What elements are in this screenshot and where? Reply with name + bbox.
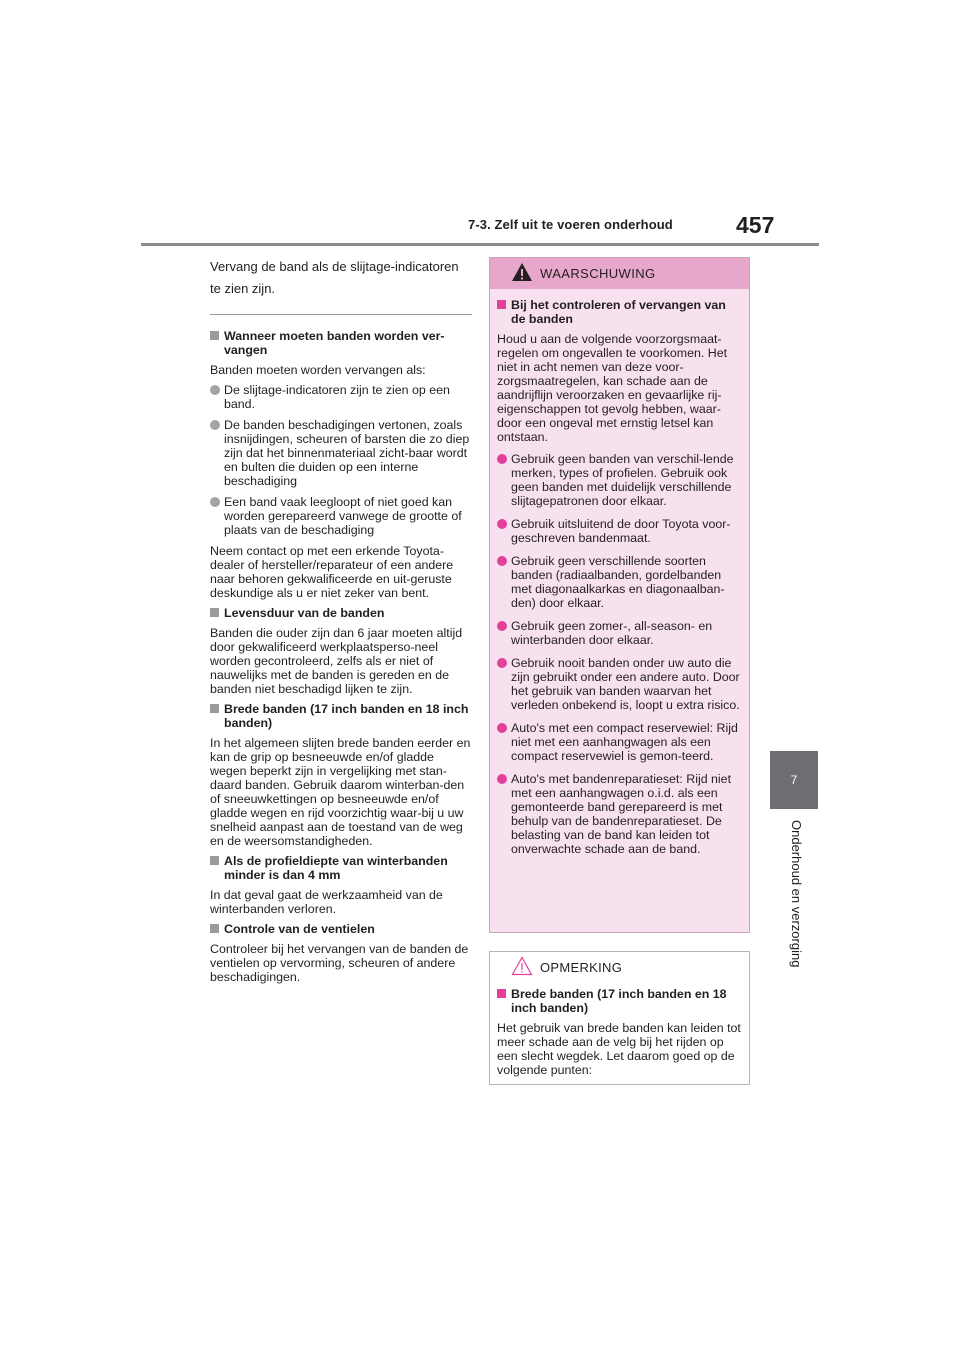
section-heading: Wanneer moeten banden worden ver-vangen — [210, 329, 472, 357]
square-bullet-icon — [210, 856, 219, 865]
paragraph: Banden moeten worden vervangen als: — [210, 363, 426, 377]
warning-box — [489, 257, 750, 933]
warning-header — [490, 258, 749, 289]
square-bullet-icon — [497, 300, 506, 309]
paragraph: In dat geval gaat de werkzaamheid van de winterbanden verloren. — [210, 888, 443, 916]
note-heading: OPMERKING — [540, 960, 623, 975]
list-item: De slijtage-indicatoren zijn te zien op een band. — [210, 383, 472, 411]
warning-body — [490, 289, 749, 856]
square-bullet-icon — [210, 704, 219, 713]
page-number: 457 — [736, 212, 775, 238]
list-item: Gebruik geen verschillende soorten banden (radiaalbanden, gordelbanden met diagonaalkarkas en diagonaalban-den) door elkaar. — [497, 554, 741, 610]
paragraph: Het gebruik van brede banden kan leiden tot meer schade aan de velg bij het rijden op een slecht wegdek. Let daarom goed op de volgende punten: — [497, 1021, 741, 1077]
list-item: Auto's met een compact reservewiel: Rijd niet met een aanhangwagen als een compact reservewiel is gemon-teerd. — [497, 721, 741, 763]
warning-heading: WAARSCHUWING — [540, 266, 656, 281]
circle-bullet-icon — [497, 774, 507, 784]
list-item: Gebruik geen banden van verschil-lende merken, types of profielen. Gebruik ook geen banden met duidelijk verschillende slijtagepatronen door elkaar. — [497, 452, 741, 508]
caution-triangle-icon — [511, 956, 533, 976]
square-bullet-icon — [210, 924, 219, 933]
chapter-tab: 7 — [770, 751, 818, 809]
list-item: Gebruik nooit banden onder uw auto die zijn gebruikt onder een andere auto. Door het gebruik van banden waarvan het verleden onbekend is, loopt u extra risico. — [497, 656, 741, 712]
header-rule — [141, 243, 819, 246]
chapter-title: Onderhoud en verzorging — [789, 820, 804, 968]
circle-bullet-icon — [210, 497, 220, 507]
section-heading: Brede banden (17 inch banden en 18 inch banden) — [210, 702, 472, 730]
list-item: Auto's met bandenreparatieset: Rijd niet met een aanhangwagen o.i.d. als een gemonteerde band gerepareerd is met behulp van de bandenreparatieset. De belasting van de band kan leiden tot onverwachte schade aan de band. — [497, 772, 741, 856]
note-body — [490, 983, 749, 1077]
circle-bullet-icon — [497, 658, 507, 668]
chapter-title-vertical — [786, 820, 806, 980]
circle-bullet-icon — [210, 420, 220, 430]
circle-bullet-icon — [210, 385, 220, 395]
paragraph: Controleer bij het vervangen van de banden de ventielen op vervorming, scheuren of andere beschadigingen. — [210, 942, 469, 984]
paragraph: In het algemeen slijten brede banden eerder en kan de grip op besneeuwde en/of gladde wegen beperkt zijn in vergelijking met stan-daard banden. Gebruik daarom winterban-den of sneeuwkettingen op besneeuwde en/of gladde wegen en rijd voorzichtig waar-bij u uw snelheid aanpast aan de toestand van de weg en de weersomstandigheden. — [210, 736, 471, 848]
section-heading: Levensduur van de banden — [210, 606, 472, 620]
list-item: Een band vaak leegloopt of niet goed kan worden gerepareerd vanwege de grootte of plaats van de beschadiging — [210, 495, 472, 537]
circle-bullet-icon — [497, 723, 507, 733]
section-title: 7-3. Zelf uit te voeren onderhoud — [468, 217, 673, 232]
circle-bullet-icon — [497, 519, 507, 529]
section-heading: Controle van de ventielen — [210, 922, 472, 936]
square-bullet-icon — [210, 331, 219, 340]
square-bullet-icon — [210, 608, 219, 617]
list-item: De banden beschadigingen vertonen, zoals insnijdingen, scheuren of barsten die zo diep zijn dat het binnenmateriaal zicht-baar wordt en bulten die duiden op een interne beschadiging — [210, 418, 472, 488]
circle-bullet-icon — [497, 621, 507, 631]
note-box — [489, 951, 750, 1085]
circle-bullet-icon — [497, 454, 507, 464]
square-bullet-icon — [497, 989, 506, 998]
intro-line-1: Vervang de band als de slijtage-indicatoren — [210, 259, 459, 274]
note-title: Brede banden (17 inch banden en 18 inch banden) — [497, 987, 741, 1015]
warning-title: Bij het controleren of vervangen van de banden — [497, 298, 741, 326]
paragraph: Neem contact op met een erkende Toyota-dealer of hersteller/reparateur of een andere naar behoren gekwalificeerde en uit-geruste deskundige als u er niet zeker van bent. — [210, 544, 454, 600]
section-heading: Als de profieldiepte van winterbanden minder is dan 4 mm — [210, 854, 472, 882]
divider — [210, 314, 472, 315]
circle-bullet-icon — [497, 556, 507, 566]
note-header — [490, 952, 749, 983]
list-item: Gebruik geen zomer-, all-season- en winterbanden door elkaar. — [497, 619, 741, 647]
paragraph: Banden die ouder zijn dan 6 jaar moeten altijd door gekwalificeerd werkplaatsperso-neel worden gecontroleerd, zelfs als er niet of nauwelijks met de banden is gereden en de banden niet beschadigd lijken te zijn. — [210, 626, 463, 696]
paragraph: Houd u aan de volgende voorzorgsmaat-regelen om ongevallen te voorkomen. Het niet in acht nemen van deze voor-zorgsmaatregelen, kan schade aan de aandrijflijn veroorzaken en gevaarlijke rij-eigenschappen tot gevolg hebben, waar-door een ongeval met ernstig letsel kan ontstaan. — [497, 332, 728, 444]
list-item: Gebruik uitsluitend de door Toyota voor-geschreven bandenmaat. — [497, 517, 741, 545]
left-column — [210, 256, 472, 990]
warning-triangle-icon — [511, 262, 533, 282]
intro-line-2: te zien zijn. — [210, 281, 276, 296]
